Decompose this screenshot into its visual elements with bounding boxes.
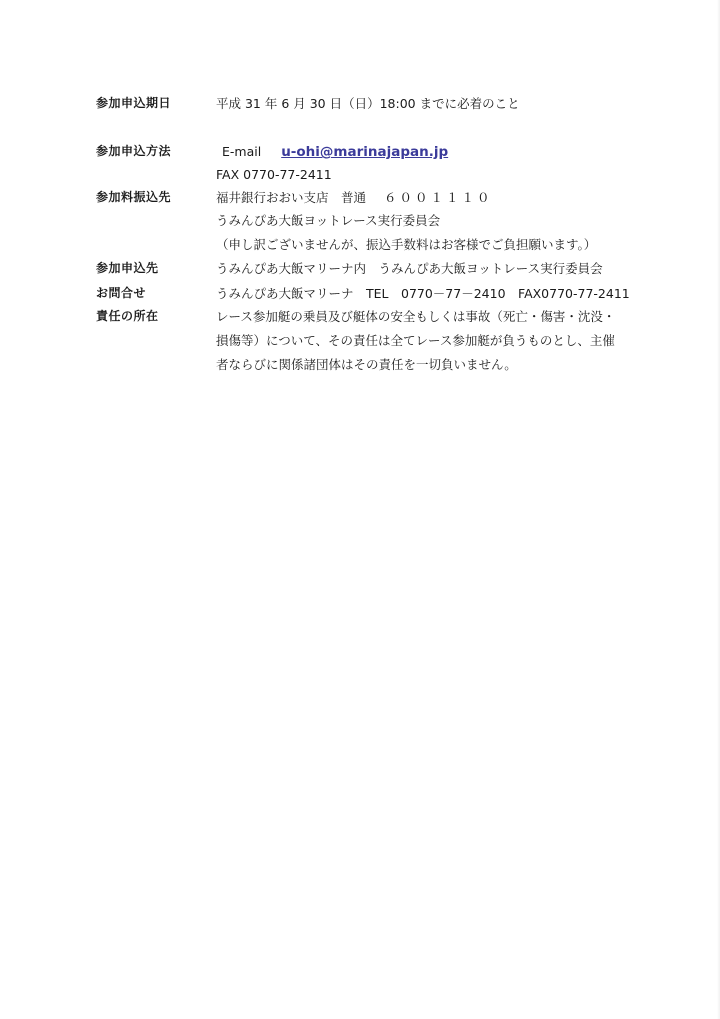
inquiry-value: うみんぴあ大飯マリーナ TEL 0770－77－2410 FAX0770-77-2411 [216,286,630,301]
inquiry-label: お問合せ [96,286,147,300]
responsibility-line-2: 損傷等）について、その責任は全てレース参加艇が負うものとし、主催 [216,333,615,348]
bank-name: 福井銀行おおい支店 普通 [216,190,367,205]
email-link[interactable]: u-ohi@marinajapan.jp [281,144,449,160]
fee-note: （申し訳ございませんが、振込手数料はお客様でご負担願います。） [216,237,597,252]
submit-to-value: うみんぴあ大飯マリーナ内 うみんぴあ大飯ヨットレース実行委員会 [216,261,603,276]
fee-transfer-label: 参加料振込先 [96,190,172,204]
submit-to-label: 参加申込先 [96,261,159,275]
fax-value: FAX 0770-77-2411 [216,167,332,182]
account-number: ６００１１１０ [384,190,493,205]
responsibility-line-1: レース参加艇の乗員及び艇体の安全もしくは事故（死亡・傷害・沈没・ [216,309,616,324]
method-label: 参加申込方法 [96,144,172,158]
deadline-label: 参加申込期日 [96,96,172,110]
responsibility-line-3: 者ならびに関係諸団体はその責任を一切負いません。 [216,357,517,372]
email-prefix: E-mail [222,144,262,159]
account-name: うみんぴあ大飯ヨットレース実行委員会 [216,213,441,228]
bank-value [216,186,616,209]
deadline-value: 平成 31 年 6 月 30 日（日）18:00 までに必着のこと [216,96,520,111]
responsibility-label: 責任の所在 [96,309,159,323]
method-value [216,140,616,164]
